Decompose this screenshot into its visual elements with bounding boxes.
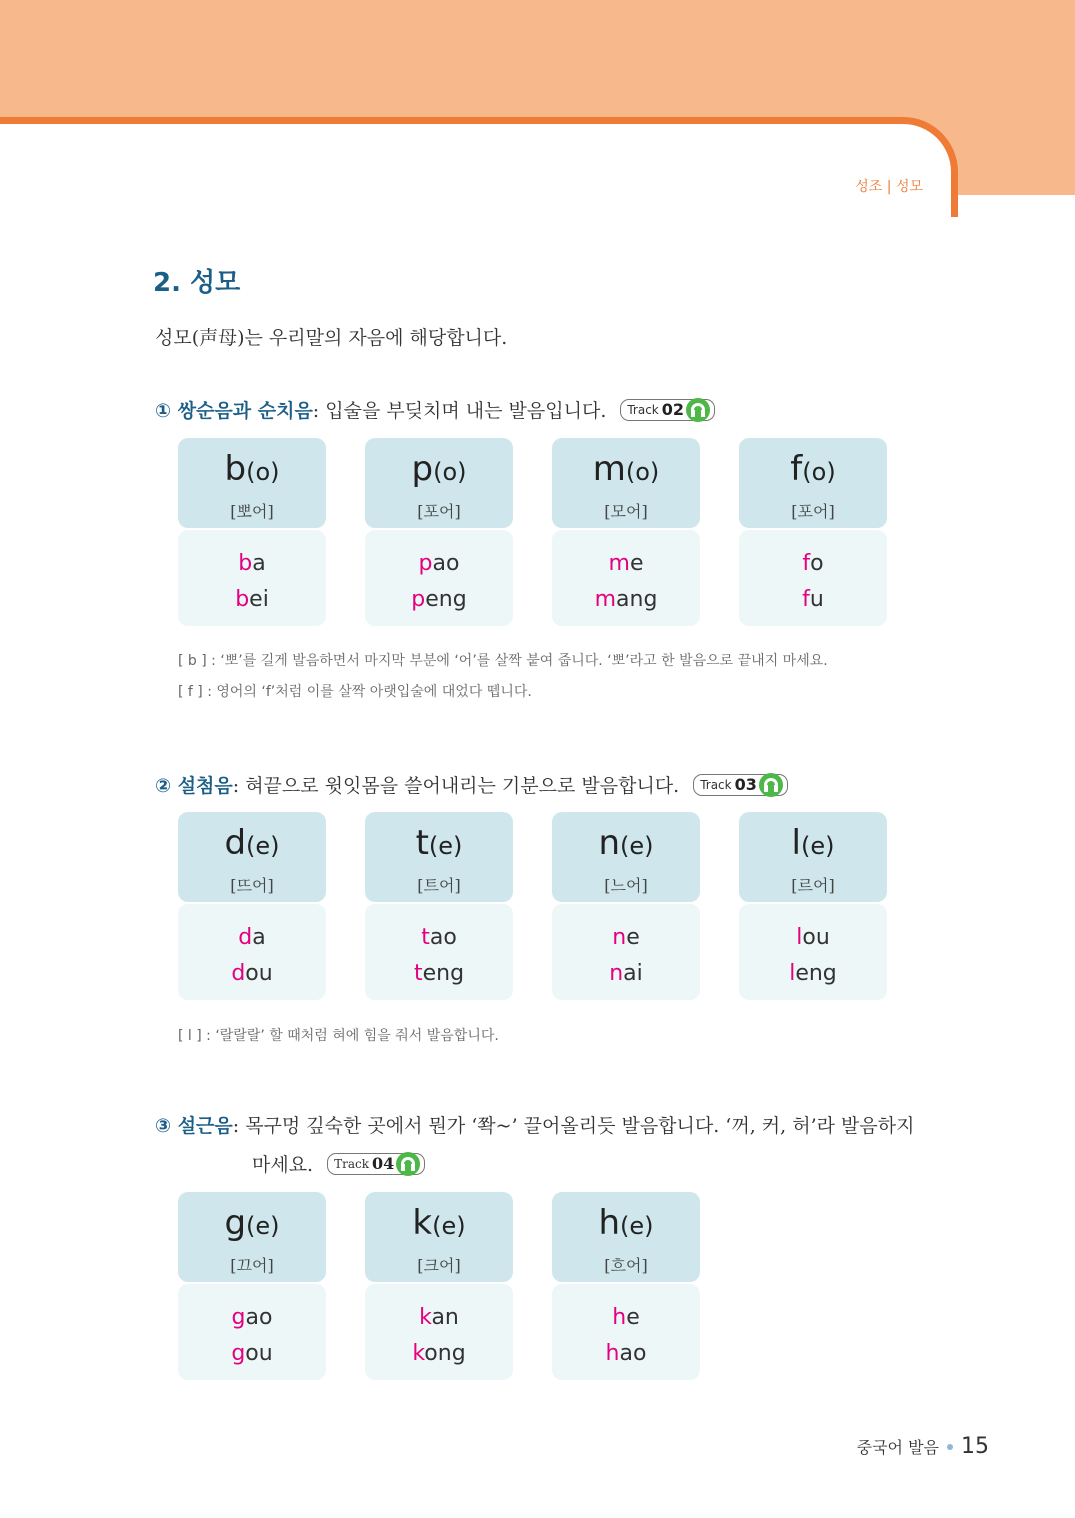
note-text: [ b ] : ‘뽀’를 길게 발음하면서 마지막 부분에 ‘어’를 살짝 붙여 줍니다. ‘뽀’라고 한 발음으로 끝내지 마세요. — [178, 653, 828, 669]
initial-letter: m — [592, 449, 626, 489]
card-examples — [178, 530, 326, 626]
card-examples — [552, 530, 700, 626]
hangul-pronunciation: [크어] — [417, 1256, 461, 1275]
track-button[interactable] — [327, 1153, 425, 1175]
example-syllable: da — [238, 925, 266, 950]
example-syllable: he — [612, 1305, 640, 1330]
subsection-label: ② 설첨음 — [155, 775, 233, 797]
headphones-icon — [759, 773, 783, 797]
hangul-pronunciation: [포어] — [791, 502, 835, 521]
initial-letter: d — [224, 823, 247, 863]
subsection-desc-2: 마세요. — [252, 1154, 314, 1176]
initial-letter: l — [791, 823, 801, 863]
subsection-desc: : 혀끝으로 윗잇몸을 쓸어내리는 기분으로 발음합니다. — [232, 775, 680, 797]
track-number: 03 — [734, 775, 757, 794]
headphones-icon — [686, 398, 710, 422]
footer-text: 중국어 발음 — [856, 1438, 939, 1457]
example-syllable: fu — [802, 587, 824, 612]
card-header — [178, 1192, 326, 1282]
initial-vowel: (o) — [802, 458, 836, 486]
card-examples — [365, 530, 513, 626]
initial-vowel: (e) — [246, 832, 280, 860]
initial-card — [552, 812, 700, 1000]
initial-letter: t — [415, 823, 429, 863]
example-syllable: tao — [421, 925, 457, 950]
example-syllable: gao — [231, 1305, 273, 1330]
subsection-heading-2 — [155, 771, 788, 798]
initial-card — [178, 812, 326, 1000]
initial-vowel: (e) — [432, 1212, 466, 1240]
card-examples — [178, 904, 326, 1000]
subsection-heading-3 — [155, 1111, 914, 1138]
example-syllable: peng — [411, 587, 467, 612]
card-examples — [365, 904, 513, 1000]
initial-card — [365, 812, 513, 1000]
hangul-pronunciation: [뜨어] — [230, 876, 274, 895]
note-text: [ f ] : 영어의 ‘f’처럼 이를 살짝 아랫입술에 대었다 뗍니다. — [178, 684, 532, 700]
card-header — [552, 1192, 700, 1282]
example-syllable: ne — [612, 925, 640, 950]
example-syllable: pao — [418, 551, 460, 576]
card-examples — [552, 1284, 700, 1380]
track-button[interactable] — [693, 774, 788, 796]
hangul-pronunciation: [모어] — [604, 502, 648, 521]
section-title: 2. 성모 — [153, 268, 241, 298]
initial-letter: h — [598, 1203, 621, 1243]
example-syllable: nai — [609, 961, 643, 986]
initial-card — [178, 1192, 326, 1380]
card-header — [178, 438, 326, 528]
card-examples — [739, 530, 887, 626]
subsection-desc: : 입술을 부딪치며 내는 발음입니다. — [312, 400, 607, 422]
initial-card — [552, 438, 700, 626]
initial-card — [739, 438, 887, 626]
subsection-desc-continued — [252, 1150, 425, 1177]
example-syllable: fo — [802, 551, 824, 576]
example-syllable: ba — [238, 551, 266, 576]
initial-card — [552, 1192, 700, 1380]
intro-text: 성모(声母)는 우리말의 자음에 해당합니다. — [155, 327, 508, 349]
initial-card — [178, 438, 326, 626]
bullet-dot-icon — [947, 1444, 953, 1450]
track-word: Track — [700, 777, 732, 792]
subsection-label: ① 쌍순음과 순치음 — [155, 400, 313, 422]
example-syllable: leng — [789, 961, 837, 986]
initial-letter: k — [412, 1203, 433, 1243]
initial-letter: g — [224, 1203, 247, 1243]
hangul-pronunciation: [포어] — [417, 502, 461, 521]
card-examples — [178, 1284, 326, 1380]
example-syllable: mang — [594, 587, 658, 612]
subsection-label: ③ 설근음 — [155, 1115, 233, 1137]
initial-card — [365, 438, 513, 626]
hangul-pronunciation: [흐어] — [604, 1256, 648, 1275]
running-head: 성조 | 성모 — [855, 179, 923, 195]
header-curve — [0, 117, 958, 217]
initial-card — [739, 812, 887, 1000]
example-syllable: hao — [605, 1341, 647, 1366]
card-examples — [365, 1284, 513, 1380]
initial-vowel: (e) — [800, 832, 835, 860]
card-header — [739, 438, 887, 528]
hangul-pronunciation: [느어] — [604, 876, 648, 895]
example-syllable: lou — [796, 925, 830, 950]
example-syllable: teng — [413, 961, 465, 986]
example-syllable: gou — [231, 1341, 273, 1366]
card-header — [365, 438, 513, 528]
initial-letter: b — [224, 449, 247, 489]
example-syllable: me — [608, 551, 644, 576]
initial-card — [365, 1192, 513, 1380]
card-examples — [739, 904, 887, 1000]
track-number: 02 — [661, 400, 685, 419]
card-header — [178, 812, 326, 902]
card-header — [552, 812, 700, 902]
track-button[interactable] — [620, 399, 715, 421]
initial-vowel: (e) — [620, 832, 654, 860]
initial-vowel: (o) — [433, 458, 467, 486]
hangul-pronunciation: [르어] — [791, 876, 835, 895]
initial-vowel: (o) — [246, 458, 280, 486]
card-examples — [552, 904, 700, 1000]
example-syllable: dou — [231, 961, 273, 986]
headphones-icon — [396, 1152, 420, 1176]
subsection-heading-1 — [155, 396, 715, 423]
hangul-pronunciation: [끄어] — [230, 1256, 274, 1275]
hangul-pronunciation: [뽀어] — [230, 502, 274, 521]
hangul-pronunciation: [트어] — [417, 876, 461, 895]
card-header — [365, 812, 513, 902]
subsection-desc: : 목구멍 깊숙한 곳에서 뭔가 ‘쫙~’ 끌어올리듯 발음합니다. ‘꺼, 커, 허’라 발음하지 — [232, 1115, 915, 1137]
track-number: 04 — [372, 1154, 395, 1173]
initial-vowel: (e) — [620, 1212, 654, 1240]
track-word: Track — [627, 402, 659, 417]
initial-vowel: (o) — [625, 458, 660, 486]
card-header — [365, 1192, 513, 1282]
page-footer — [857, 1434, 989, 1459]
example-syllable: kan — [419, 1305, 459, 1330]
initial-vowel: (e) — [246, 1212, 280, 1240]
note-text: [ l ] : ‘랄랄랄’ 할 때처럼 혀에 힘을 줘서 발음합니다. — [178, 1028, 499, 1044]
card-header — [552, 438, 700, 528]
example-syllable: bei — [235, 587, 269, 612]
track-word: Track — [334, 1156, 369, 1171]
initial-letter: f — [790, 449, 803, 489]
example-syllable: kong — [412, 1341, 466, 1366]
card-header — [739, 812, 887, 902]
initial-vowel: (e) — [428, 832, 463, 860]
initial-letter: n — [598, 823, 621, 863]
initial-letter: p — [411, 449, 434, 489]
page-number: 15 — [961, 1434, 989, 1459]
